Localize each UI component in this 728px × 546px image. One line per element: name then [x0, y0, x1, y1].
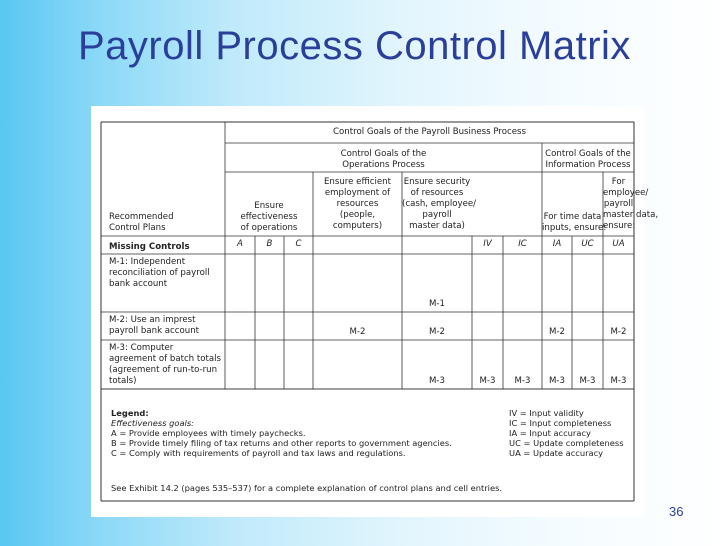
- legend-goal-1: A = Provide employees with timely paychecks.: [111, 428, 306, 438]
- info-header: Control Goals of the Information Process: [545, 149, 631, 170]
- legend-goal-2: B = Provide timely filing of tax returns and other reports to government agencies.: [111, 438, 452, 448]
- legend-code-5: UA = Update accuracy: [509, 448, 604, 458]
- col-efficient-resources: Ensure efficient employment of resources (people, computers): [324, 177, 391, 231]
- code-ic: IC: [518, 239, 527, 249]
- legend-subheading: Effectiveness goals:: [111, 418, 194, 428]
- row-3-cell: M-3: [514, 376, 531, 386]
- col-time-data: For time data inputs, ensure:: [542, 212, 607, 233]
- legend-footer: See Exhibit 14.2 (pages 535–537) for a complete explanation of control plans and cell entries.: [111, 483, 503, 493]
- code-uc: UC: [581, 239, 594, 249]
- row-3-cell: M-3: [579, 376, 596, 386]
- ops-header: Control Goals of the Operations Process: [340, 149, 427, 170]
- col-ensure-effectiveness: Ensure effectiveness of operations: [240, 201, 298, 233]
- legend-code-4: UC = Update completeness: [509, 438, 624, 448]
- page-number: 36: [669, 504, 684, 519]
- row-1-cell: M-1: [429, 299, 445, 309]
- plans-header: Recommended Control Plans: [109, 212, 174, 233]
- control-matrix: [91, 106, 659, 517]
- row-2-cell: M-2: [549, 327, 565, 337]
- code-iv: IV: [483, 239, 492, 249]
- row-2-cell: M-2: [429, 327, 445, 337]
- code-c: C: [295, 239, 302, 249]
- row-3-cell: M-3: [549, 376, 565, 386]
- row-2-cell: M-2: [349, 327, 366, 337]
- header-top: Control Goals of the Payroll Business Process: [333, 127, 526, 137]
- code-ua: UA: [612, 239, 625, 249]
- row-label-3: M-3: Computer agreement of batch totals (agreement of run-to-run totals): [109, 343, 221, 386]
- code-b: B: [266, 239, 273, 249]
- legend-heading: Legend:: [111, 408, 149, 418]
- legend-code-2: IC = Input completeness: [509, 418, 612, 428]
- row-3-cell: M-3: [429, 376, 445, 386]
- legend-code-3: IA = Input accuracy: [509, 428, 591, 438]
- code-ia: IA: [552, 239, 562, 249]
- col-master-data: For employee/ payroll master data, ensure:: [603, 177, 659, 231]
- row-2-cell: M-2: [610, 327, 627, 337]
- row-3-cell: M-3: [610, 376, 627, 386]
- code-a: A: [237, 239, 243, 249]
- section-missing-controls: Missing Controls: [109, 242, 190, 252]
- row-label-1: M-1: Independent reconciliation of payroll bank account: [109, 257, 210, 289]
- legend-code-1: IV = Input validity: [509, 408, 584, 418]
- row-3-cell: M-3: [479, 376, 496, 386]
- col-security-resources: Ensure security of resources (cash, employee/ payroll master data): [402, 177, 477, 231]
- slide-title: Payroll Process Control Matrix: [78, 24, 631, 68]
- legend-goal-3: C = Comply with requirements of payroll and tax laws and regulations.: [111, 448, 406, 458]
- row-label-2: M-2: Use an imprest payroll bank account: [109, 315, 200, 336]
